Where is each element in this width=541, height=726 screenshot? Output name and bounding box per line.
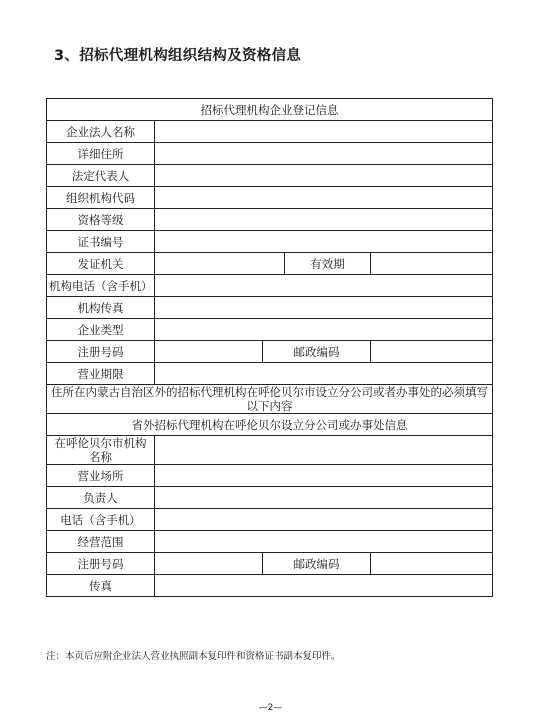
label-phone: 机构电话（含手机）: [47, 275, 155, 297]
section1-header: 招标代理机构企业登记信息: [47, 99, 493, 121]
field-validity[interactable]: [371, 253, 493, 275]
field-branch-phone[interactable]: [155, 509, 493, 531]
label-org-code: 组织机构代码: [47, 187, 155, 209]
field-premises[interactable]: [155, 465, 493, 487]
field-business-term[interactable]: [155, 363, 493, 385]
label-reg-no: 注册号码: [47, 341, 155, 363]
label-person-in-charge: 负责人: [47, 487, 155, 509]
field-fax[interactable]: [155, 297, 493, 319]
label-validity: 有效期: [285, 253, 371, 275]
field-qualification[interactable]: [155, 209, 493, 231]
label-postal-code: 邮政编码: [263, 341, 371, 363]
label-branch-fax: 传真: [47, 575, 155, 597]
label-company-type: 企业类型: [47, 319, 155, 341]
field-branch-postal-code[interactable]: [371, 553, 493, 575]
label-branch-phone: 电话（含手机）: [47, 509, 155, 531]
field-legal-name[interactable]: [155, 121, 493, 143]
label-business-term: 营业期限: [47, 363, 155, 385]
label-branch-reg-no: 注册号码: [47, 553, 155, 575]
field-company-type[interactable]: [155, 319, 493, 341]
label-qualification: 资格等级: [47, 209, 155, 231]
field-legal-rep[interactable]: [155, 165, 493, 187]
label-scope: 经营范围: [47, 531, 155, 553]
field-phone[interactable]: [155, 275, 493, 297]
field-reg-no[interactable]: [155, 341, 263, 363]
label-legal-rep: 法定代表人: [47, 165, 155, 187]
page-title: 3、招标代理机构组织结构及资格信息: [54, 48, 302, 64]
field-postal-code[interactable]: [371, 341, 493, 363]
section2-header: 省外招标代理机构在呼伦贝尔设立分公司或办事处信息: [47, 414, 493, 436]
field-branch-fax[interactable]: [155, 575, 493, 597]
label-legal-name: 企业法人名称: [47, 121, 155, 143]
label-issuer: 发证机关: [47, 253, 155, 275]
label-cert-no: 证书编号: [47, 231, 155, 253]
field-org-code[interactable]: [155, 187, 493, 209]
label-branch-postal-code: 邮政编码: [263, 553, 371, 575]
label-branch-name: 在呼伦贝尔市机构名称: [47, 436, 155, 465]
out-of-region-notice: 住所在内蒙古自治区外的招标代理机构在呼伦贝尔市设立分公司或者办事处的必须填写以下内容: [47, 385, 493, 414]
field-cert-no[interactable]: [155, 231, 493, 253]
field-person-in-charge[interactable]: [155, 487, 493, 509]
page-number: —2—: [258, 703, 283, 713]
field-branch-name[interactable]: [155, 436, 493, 465]
qualification-form: [46, 98, 493, 597]
field-branch-reg-no[interactable]: [155, 553, 263, 575]
label-premises: 营业场所: [47, 465, 155, 487]
field-scope[interactable]: [155, 531, 493, 553]
label-address: 详细住所: [47, 143, 155, 165]
label-fax: 机构传真: [47, 297, 155, 319]
footnote: 注：本页后应附企业法人营业执照副本复印件和资格证书副本复印件。: [46, 651, 341, 662]
field-issuer[interactable]: [155, 253, 285, 275]
field-address[interactable]: [155, 143, 493, 165]
